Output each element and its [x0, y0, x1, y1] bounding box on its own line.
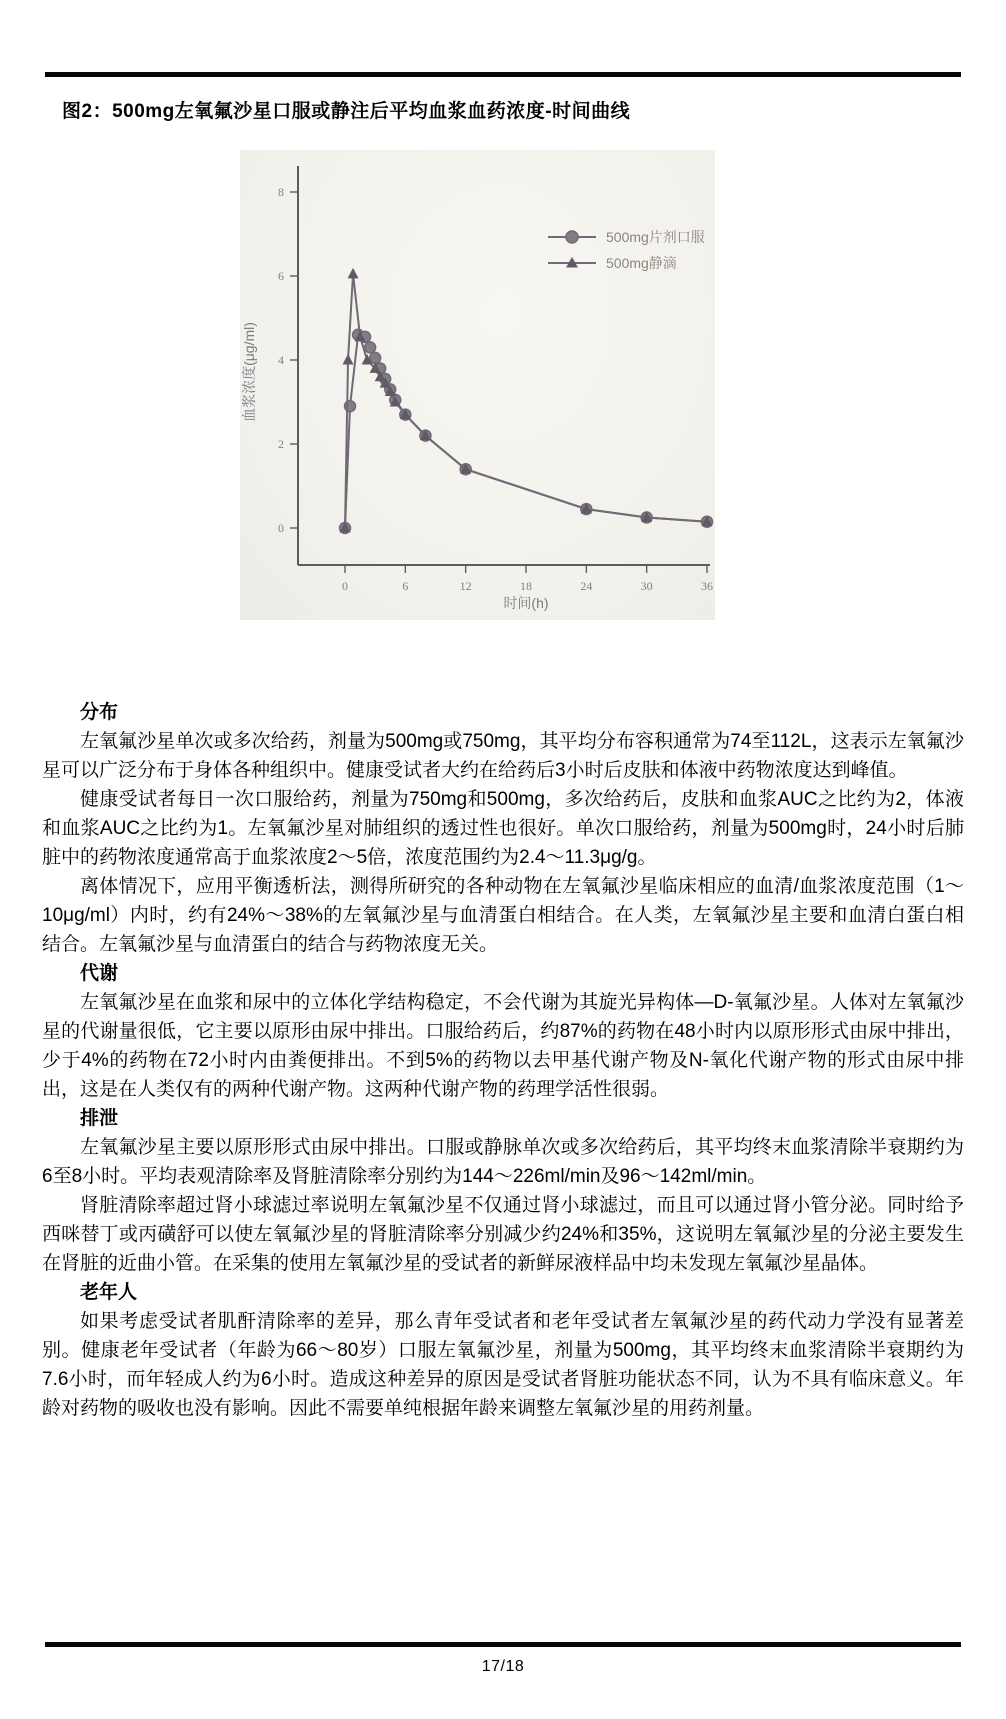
bottom-horizontal-rule — [45, 1642, 961, 1647]
svg-text:18: 18 — [520, 579, 532, 593]
plasma-concentration-chart — [240, 150, 715, 620]
svg-text:24: 24 — [580, 579, 593, 593]
figure-title: 图2：500mg左氧氟沙星口服或静注后平均血浆血药浓度-时间曲线 — [62, 101, 631, 122]
section-heading-elderly: 老年人 — [80, 1282, 138, 1303]
svg-text:2: 2 — [278, 437, 284, 451]
paragraph: 左氧氟沙星在血浆和尿中的立体化学结构稳定，不会代谢为其旋光异构体—D-氧氟沙星。人体对左氧氟沙星的代谢量很低，它主要以原形由尿中排出。口服给药后，约87%的药物在48小时内以原形形式由尿中排出，少于4%的药物在72小时内由粪便排出。不到5%的药物以去甲基代谢产物及N-氧化代谢产物的形式由尿中排出，这是在人类仅有的两种代谢产物。这两种代谢产物的药理学活性很弱。 — [42, 992, 964, 1100]
legend-circle-marker-icon — [566, 231, 578, 243]
body-text — [42, 698, 964, 1423]
legend-label-oral: 500mg片剂口服 — [606, 229, 705, 245]
paragraph: 左氧氟沙星单次或多次给药，剂量为500mg或750mg，其平均分布容积通常为74至112L，这表示左氧氟沙星可以广泛分布于身体各种组织中。健康受试者大约在给药后3小时后皮肤和体液中药物浓度达到峰值。 — [42, 731, 964, 781]
paragraph: 健康受试者每日一次口服给药，剂量为750mg和500mg，多次给药后，皮肤和血浆AUC之比约为2，体液和血浆AUC之比约为1。左氧氟沙星对肺组织的透过性也很好。单次口服给药，剂量为500mg时，24小时后肺脏中的药物浓度通常高于血浆浓度2～5倍，浓度范围约为2.4～11.3μg/g。 — [42, 789, 964, 868]
svg-text:0: 0 — [278, 521, 284, 535]
svg-text:30: 30 — [640, 579, 653, 593]
svg-text:12: 12 — [459, 579, 472, 593]
paragraph: 肾脏清除率超过肾小球滤过率说明左氧氟沙星不仅通过肾小球滤过，而且可以通过肾小管分泌。同时给予西咪替丁或丙磺舒可以使左氧氟沙星的肾脏清除率分别减少约24%和35%，这说明左氧氟沙星的分泌主要发生在肾脏的近曲小管。在采集的使用左氧氟沙星的受试者的新鲜尿液样品中均未发现左氧氟沙星晶体。 — [42, 1195, 964, 1274]
svg-text:4: 4 — [278, 353, 284, 367]
section-heading-excretion: 排泄 — [80, 1108, 119, 1129]
y-axis-label: 血浆浓度(μg/ml) — [241, 322, 257, 422]
svg-text:6: 6 — [402, 579, 409, 593]
paragraph: 离体情况下，应用平衡透析法，测得所研究的各种动物在左氧氟沙星临床相应的血清/血浆浓度范围（1～10μg/ml）内时，约有24%～38%的左氧氟沙星与血清蛋白相结合。在人类，左氧氟沙星主要和血清白蛋白相结合。左氧氟沙星与血清蛋白的结合与药物浓度无关。 — [42, 876, 964, 955]
paragraph: 左氧氟沙星主要以原形形式由尿中排出。口服或静脉单次或多次给药后，其平均终末血浆清除半衰期约为6至8小时。平均表观清除率及肾脏清除率分别约为144～226ml/min及96～142ml/min。 — [42, 1137, 964, 1187]
top-horizontal-rule — [45, 72, 961, 77]
series-oral — [340, 329, 713, 533]
data-series — [340, 268, 713, 534]
scanned-chart-region — [240, 150, 715, 620]
section-heading-metabolism: 代谢 — [80, 963, 119, 984]
chart-legend — [548, 229, 705, 271]
svg-text:6: 6 — [278, 269, 284, 283]
series-iv — [340, 268, 713, 533]
svg-text:0: 0 — [342, 579, 348, 593]
paragraph: 如果考虑受试者肌酐清除率的差异，那么青年受试者和老年受试者左氧氟沙星的药代动力学没有显著差别。健康老年受试者（年龄为66～80岁）口服左氧氟沙星，剂量为500mg，其平均终末血浆清除半衰期约为7.6小时，而年轻成人约为6小时。造成这种差异的原因是受试者肾脏功能状态不同，认为不具有临床意义。年龄对药物的吸收也没有影响。因此不需要单纯根据年龄来调整左氧氟沙星的用药剂量。 — [42, 1311, 964, 1419]
x-axis-label: 时间(h) — [503, 595, 549, 611]
svg-text:36: 36 — [701, 579, 713, 593]
legend-label-iv: 500mg静滴 — [606, 255, 677, 271]
section-heading-distribution: 分布 — [80, 702, 119, 723]
svg-text:8: 8 — [278, 185, 284, 199]
page-number: 17/18 — [481, 1658, 525, 1675]
